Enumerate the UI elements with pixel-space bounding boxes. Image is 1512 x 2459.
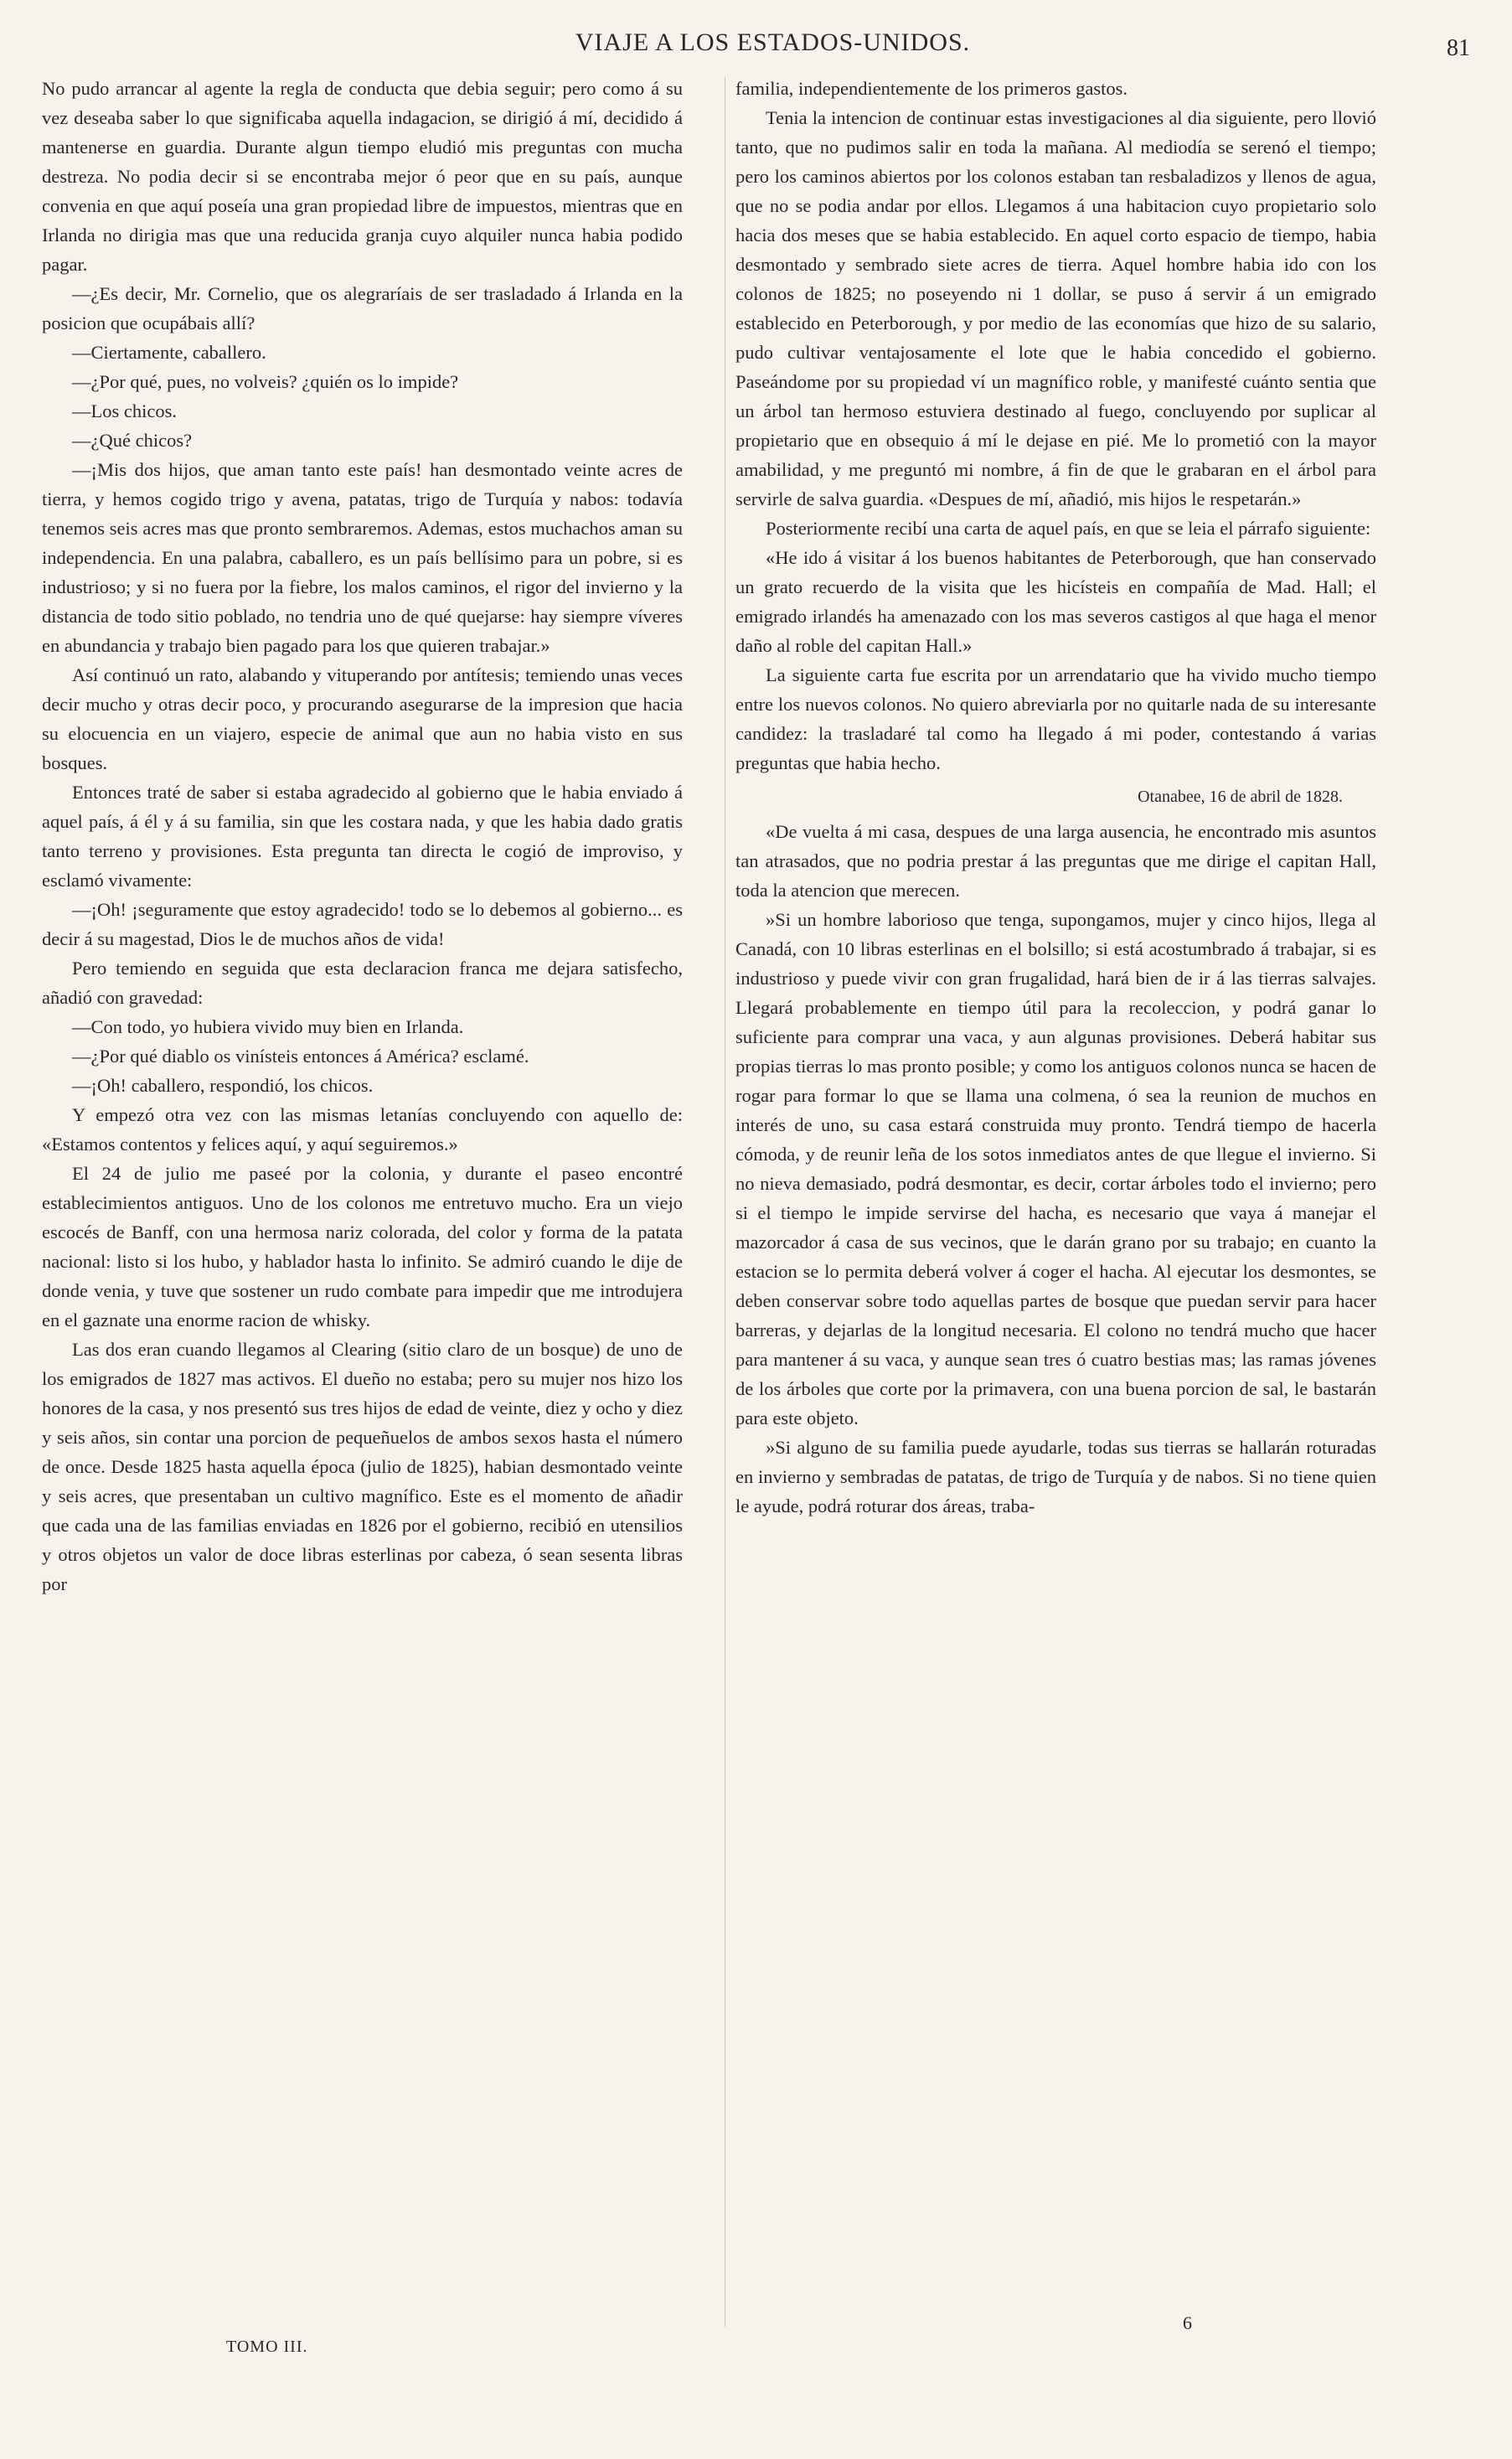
paragraph: Posteriormente recibí una carta de aquel país, en que se leia el párrafo siguiente: — [766, 518, 1371, 539]
paragraph: No pudo arrancar al agente la regla de conducta que debia seguir; pero como á su vez deseaba saber lo que significaba aquella indagacion, se dirigió á mí, decidido á mantenerse en guardia. Durante algun tiempo eludió mis preguntas con mucha destreza. No podia decir si se encontraba mejor ó peor que en su país, aunque convenia en que aquí poseía una gran propiedad libre de impuestos, mientras que en Irlanda no dirigia mas que una reducida granja cuyo alquiler nunca habia podido pagar. — [42, 78, 683, 275]
paragraph: El 24 de julio me paseé por la colonia, y durante el paseo encontré establecimientos antiguos. Uno de los colonos me entretuvo mucho. Era un viejo escocés de Banff, con una hermosa nariz colorada, del color y forma de la patata nacional: listo si los hubo, y hablador hasta lo infinito. Se admiró cuando le dije de donde venia, y tuve que sostener un rudo combate para impedir que me introdujera en el gaznate una enorme racion de whisky. — [42, 1163, 683, 1330]
paragraph: Y empezó otra vez con las mismas letanías concluyendo con aquello de: «Estamos contentos y felices aquí, y aquí seguiremos.» — [42, 1104, 683, 1155]
paragraph: —¡Oh! caballero, respondió, los chicos. — [72, 1075, 374, 1096]
signature-mark: 6 — [1183, 2312, 1192, 2333]
paragraph: Las dos eran cuando llegamos al Clearing (sitio claro de un bosque) de uno de los emigrados de 1827 mas activos. El dueño no estaba; pero su mujer nos hizo los honores de la casa, y nos presentó sus tres hijos de edad de veinte, diez y ocho y diez y seis años, sin contar una porcion de pequeñuelos de ambos sexos hasta el número de once. Desde 1825 hasta aquella época (julio de 1825), habian desmontado veinte y seis acres, que presentaban un cultivo magnífico. Este es el momento de añadir que cada una de las familias enviadas en 1826 por el gobierno, recibió en utensilios y otros objetos un valor de doce libras esterlinas por cabeza, ó sean sesenta libras por — [42, 1339, 683, 1594]
paragraph: —Ciertamente, caballero. — [72, 342, 266, 363]
letter-dateline: Otanabee, 16 de abril de 1828. — [1138, 788, 1343, 806]
paragraph: Pero temiendo en seguida que esta declaracion franca me dejara satisfecho, añadió con gravedad: — [42, 958, 683, 1008]
volume-label: TOMO III. — [226, 2338, 308, 2356]
right-column — [735, 74, 1376, 2336]
paragraph: »Si un hombre laborioso que tenga, supongamos, mujer y cinco hijos, llega al Canadá, con 10 libras esterlinas en el bolsillo; si está acostumbrado á trabajar, si es industrioso y puede vivir con gran frugalidad, hará bien de ir á las tierras salvajes. Llegará probablemente en tiempo útil para la recoleccion, y podrá ganar lo suficiente para comprar una vaca, y aun algunas provisiones. Deberá habitar sus propias tierras lo mas pronto posible; y como los antiguos colonos nunca se hacen de rogar para formar lo que se llama una colmena, ó sea la reunion de muchos en interés de uno, su casa estará construida muy pronto. Tendrá tiempo de hacerla cómoda, y de reunir leña de los sotos inmediatos antes de que llegue el invierno. Si no nieva demasiado, podrá desmontar, es decir, cortar árboles todo el invierno; pero si el tiempo le impide servirse del hacha, es necesario que vaya á manejar el mazorcador á casa de sus vecinos, que le darán grano por su trabajo; en cuanto la estacion se lo permita deberá volver á coger el hacha. Al ejecutar los desmontes, se deben conservar sobre todo aquellas partes de bosque que puedan servir para hacer barreras, y dejarlas de la longitud necesaria. El colono no tendrá mucho que hacer para mantener á su vaca, y aunque sean tres ó cuatro bestias mas; las ramas jóvenes de los árboles que corte por la primavera, con una buena porcion de sal, le bastarán para este objeto. — [735, 909, 1376, 1428]
paragraph: »Si alguno de su familia puede ayudarle, todas sus tierras se hallarán roturadas en invierno y sembradas de patatas, de trigo de Turquía y de nabos. Si no tiene quien le ayude, podrá roturar dos áreas, traba- — [735, 1437, 1376, 1516]
paragraph: —¿Por qué, pues, no volveis? ¿quién os lo impide? — [72, 371, 459, 392]
paragraph: La siguiente carta fue escrita por un arrendatario que ha vivido mucho tiempo entre los nuevos colonos. No quiero abreviarla por no quitarle nada de su interesante candidez: la trasladaré tal como ha llegado á mi poder, contestando á varias preguntas que habia hecho. — [735, 664, 1376, 773]
paragraph: Así continuó un rato, alabando y vituperando por antítesis; temiendo unas veces decir mucho y otras decir poco, y procurando asegurarse de la impresion que hacia su elocuencia en un viajero, especie de animal que aun no habia visto en sus bosques. — [42, 664, 683, 773]
paragraph: «He ido á visitar á los buenos habitantes de Peterborough, que han conservado un grato recuerdo de la visita que les hicísteis en compañía de Mad. Hall; el emigrado irlandés ha amenazado con los mas severos castigos al que haga el menor daño al roble del capitan Hall.» — [735, 547, 1376, 656]
paragraph: —¡Mis dos hijos, que aman tanto este país! han desmontado veinte acres de tierra, y hemos cogido trigo y avena, patatas, trigo de Turquía y nabos: todavía tenemos seis acres mas que pronto sembraremos. Ademas, estos muchachos aman su independencia. En una palabra, caballero, es un país bellísimo para un pobre, si es industrioso; y si no fuera por la fiebre, los malos caminos, el rigor del invierno y la distancia de todo sitio poblado, no tendria uno de qué quejarse: hay siempre víveres en abundancia y trabajo bien pagado para los que quieren trabajar.» — [42, 459, 683, 656]
page-number: 81 — [1447, 35, 1470, 61]
paragraph: —¡Oh! ¡seguramente que estoy agradecido! todo se lo debemos al gobierno... es decir á su magestad, Dios le de muchos años de vida! — [42, 899, 683, 949]
paragraph: familia, independientemente de los primeros gastos. — [735, 78, 1128, 99]
paragraph: «De vuelta á mi casa, despues de una larga ausencia, he encontrado mis asuntos tan atrasados, que no podria prestar á las preguntas que me dirige el capitan Hall, toda la atencion que merecen. — [735, 821, 1376, 901]
paragraph: Entonces traté de saber si estaba agradecido al gobierno que le habia enviado á aquel país, á él y á su familia, sin que les costara nada, y que les habia dado gratis tanto terreno y provisiones. Esta pregunta tan directa le cogió de improviso, y esclamó vivamente: — [42, 782, 683, 891]
paragraph: —¿Es decir, Mr. Cornelio, que os alegraríais de ser trasladado á Irlanda en la posicion que ocupábais allí? — [42, 283, 683, 333]
paragraph: —¿Qué chicos? — [72, 430, 193, 451]
left-column — [42, 74, 683, 2336]
paragraph: —Con todo, yo hubiera vivido muy bien en Irlanda. — [72, 1016, 464, 1037]
paragraph: Tenia la intencion de continuar estas investigaciones al dia siguiente, pero llovió tanto, que no pudimos salir en toda la mañana. Al mediodía se serenó el tiempo; pero los caminos abiertos por los colonos estaban tan resbaladizos y llenos de agua, que no se podia andar por ellos. Llegamos á una habitacion cuyo propietario solo hacia dos meses que se habia establecido. En aquel corto espacio de tiempo, habia desmontado y sembrado siete acres de tierra. Aquel hombre habia ido con los colonos de 1825; no poseyendo ni 1 dollar, se puso á servir á un emigrado establecido en Peterborough, y por medio de las economías que hizo de su salario, pudo cultivar ventajosamente el lote que le habia concedido el gobierno. Paseándome por su propiedad ví un magnífico roble, y manifesté cuánto sentia que un árbol tan hermoso estuviera destinado al fuego, concluyendo por suplicar al propietario que en obsequio á mí le dejase en pié. Me lo prometió con la mayor amabilidad, y me preguntó mi nombre, á fin de que le grabaran en el árbol para servirle de salva guardia. «Despues de mí, añadió, mis hijos le respetarán.» — [735, 107, 1376, 509]
paragraph: —Los chicos. — [72, 400, 177, 421]
running-title: VIAJE A LOS ESTADOS-UNIDOS. — [575, 28, 971, 56]
paragraph: —¿Por qué diablo os vinísteis entonces á América? esclamé. — [72, 1046, 529, 1067]
page-header — [75, 28, 1470, 79]
